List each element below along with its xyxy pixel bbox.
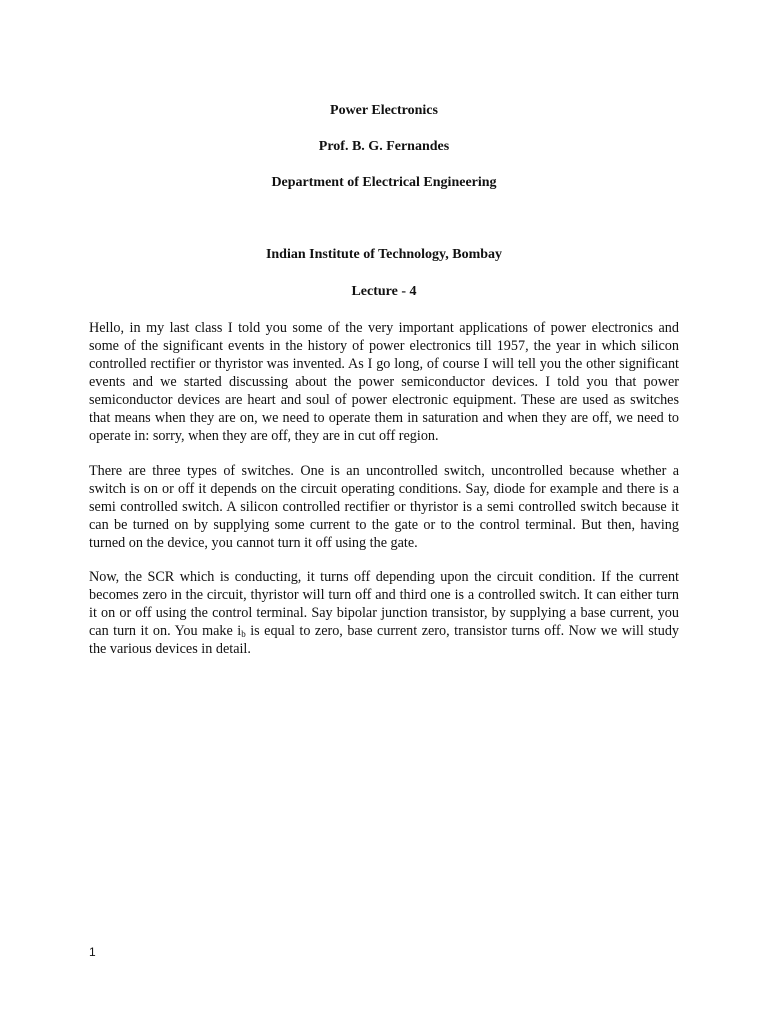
professor-name: Prof. B. G. Fernandes: [318, 139, 450, 154]
department-name: Department of Electrical Engineering: [271, 175, 497, 190]
lecture-number: Lecture - 4: [351, 284, 417, 299]
page-number: 1: [89, 945, 96, 959]
paragraph-3-text-start: Now, the SCR which is conducting, it turns off depending upon the circuit condition. If the current becomes zero in the circuit, thyristor will turn off and third one is a controlled switch. It can either turn it on or off using the control terminal. Say bipolar junction transistor, by supplying a base current, you can turn it on. You make i: [89, 569, 679, 639]
institute-name: Indian Institute of Technology, Bombay: [265, 247, 503, 262]
paragraph-3-text-end: is equal to zero, base current zero, transistor turns off. Now we will study the various devices in detail.: [89, 623, 680, 657]
course-title: Power Electronics: [330, 103, 438, 118]
paragraph-3: [89, 568, 679, 658]
base-current-subscript: b: [241, 629, 246, 639]
paragraph-1: Hello, in my last class I told you some of the very important applications of power electronics and some of the significant events in the history of power electronics till 1957, the year in which silicon controlled rectifier or thyristor was invented. As I go long, of course I will tell you the other significant events and we started discussing about the power semiconductor devices. I told you that power semiconductor devices are heart and soul of power electronic equipment. These are used as switches that means when they are on, we need to operate them in saturation and when they are off, we need to operate in: sorry, when they are off, they are in cut off region.: [89, 320, 679, 444]
paragraph-2: There are three types of switches. One is an uncontrolled switch, uncontrolled because whether a switch is on or off it depends on the circuit operating conditions. Say, diode for example and there is a semi controlled switch. A silicon controlled rectifier or thyristor is a semi controlled switch because it can be turned on by supplying some current to the gate or to the control terminal. But then, having turned on the device, you cannot turn it off using the gate.: [89, 463, 679, 551]
